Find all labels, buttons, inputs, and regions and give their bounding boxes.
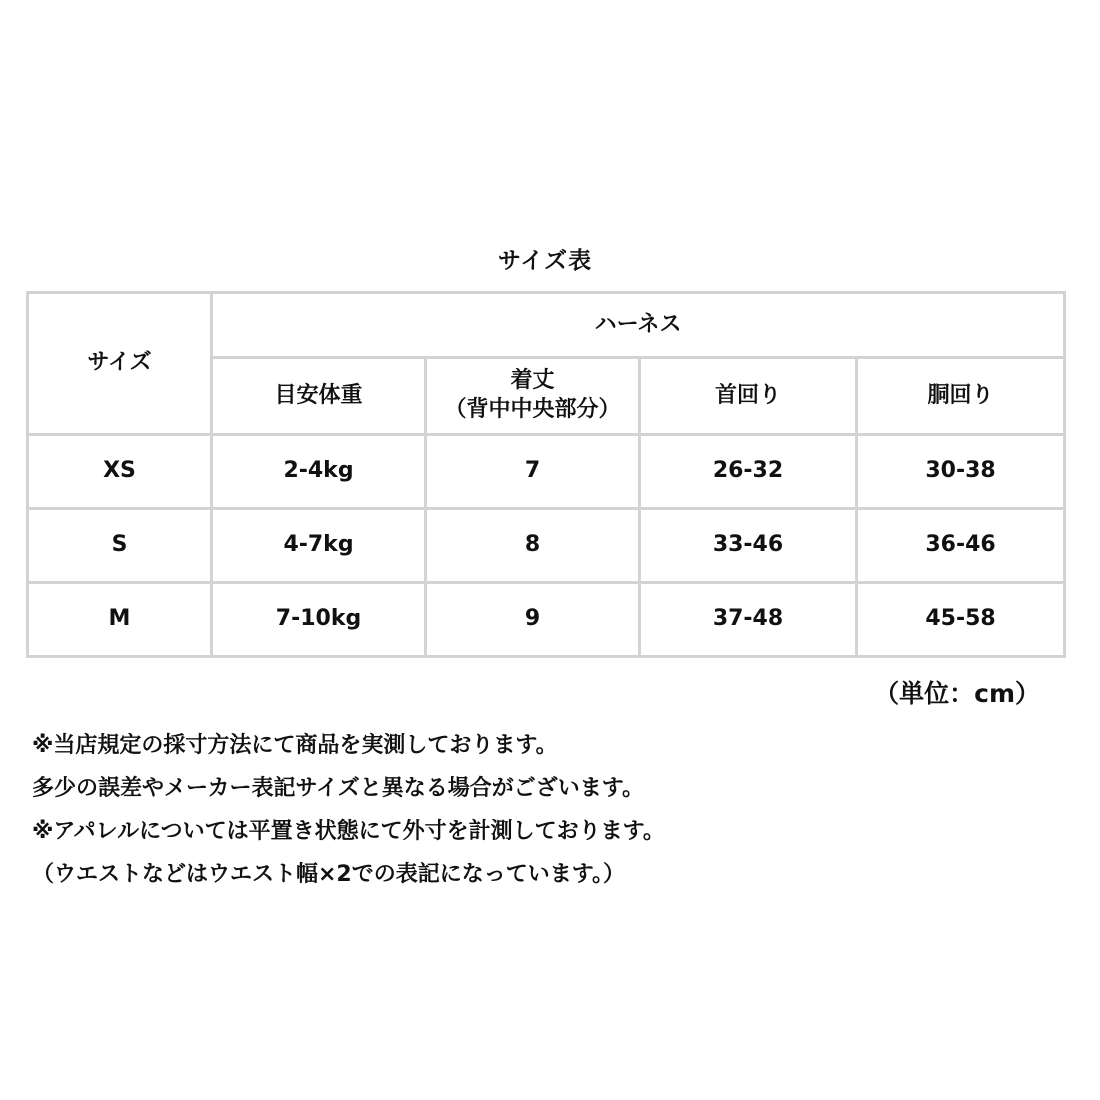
notes-block	[32, 724, 665, 896]
neck-header-cell: 首回り	[640, 358, 857, 435]
size-cell: XS	[28, 435, 212, 509]
length-cell: 8	[426, 509, 640, 583]
length-cell: 9	[426, 583, 640, 657]
chest-cell: 36-46	[857, 509, 1065, 583]
page-title: サイズ表	[497, 248, 593, 274]
length-cell: 7	[426, 435, 640, 509]
weight-cell: 2-4kg	[212, 435, 426, 509]
harness-group-header: ハーネス	[212, 293, 1065, 358]
chest-cell: 30-38	[857, 435, 1065, 509]
size-table	[26, 291, 1066, 658]
weight-cell: 4-7kg	[212, 509, 426, 583]
table-header-row	[28, 293, 1065, 358]
unit-label: （単位：cm）	[874, 679, 1040, 708]
table-row	[28, 435, 1065, 509]
length-header-cell	[426, 358, 640, 435]
note-line: ※当店規定の採寸方法にて商品を実測しております。	[32, 733, 558, 758]
neck-cell: 33-46	[640, 509, 857, 583]
neck-cell: 37-48	[640, 583, 857, 657]
note-line: （ウエストなどはウエスト幅×2での表記になっています。）	[32, 862, 625, 887]
size-header-cell: サイズ	[28, 293, 212, 435]
size-cell: S	[28, 509, 212, 583]
table-row	[28, 583, 1065, 657]
size-cell: M	[28, 583, 212, 657]
table-row	[28, 509, 1065, 583]
note-line: ※アパレルについては平置き状態にて外寸を計測しております。	[32, 819, 665, 844]
note-line: 多少の誤差やメーカー表記サイズと異なる場合がございます。	[32, 776, 645, 801]
weight-cell: 7-10kg	[212, 583, 426, 657]
length-header-note: （背中中央部分）	[444, 397, 621, 422]
chest-header-cell: 胴回り	[857, 358, 1065, 435]
length-header-label: 着丈	[510, 368, 555, 394]
weight-header-cell: 目安体重	[212, 358, 426, 435]
neck-cell: 26-32	[640, 435, 857, 509]
chest-cell: 45-58	[857, 583, 1065, 657]
